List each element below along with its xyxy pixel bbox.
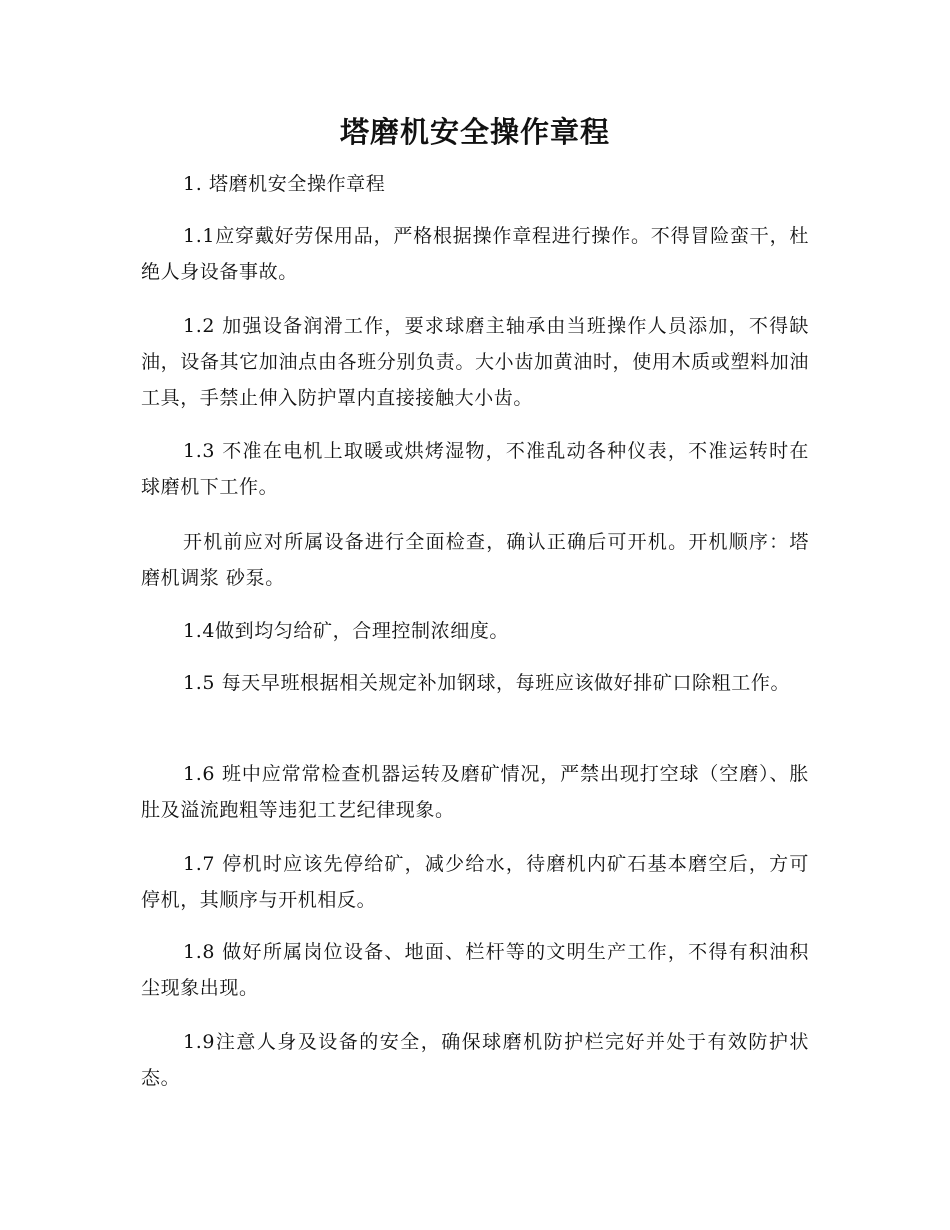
paragraph-1-3: 1.3 不准在电机上取暖或烘烤湿物，不准乱动各种仪表，不准运转时在球磨机下工作。 [141,440,809,498]
paragraph-1-5: 1.5 每天早班根据相关规定补加钢球，每班应该做好排矿口除粗工作。 [183,672,791,694]
paragraph-1-8: 1.8 做好所属岗位设备、地面、栏杆等的文明生产工作，不得有积油积尘现象出现。 [141,941,809,999]
paragraph-1-7: 1.7 停机时应该先停给矿，减少给水，待磨机内矿石基本磨空后，方可停机，其顺序与开机相反。 [141,853,809,911]
paragraph-1-2: 1.2 加强设备润滑工作，要求球磨主轴承由当班操作人员添加，不得缺油，设备其它加油点由各班分别负责。大小齿加黄油时，使用木质或塑料加油工具，手禁止伸入防护罩内直接接触大小齿。 [141,315,809,409]
document-title: 塔磨机安全操作章程 [339,115,610,149]
paragraph-1-6: 1.6 班中应常常检查机器运转及磨矿情况，严禁出现打空球（空磨）、胀肚及溢流跑粗等违犯工艺纪律现象。 [141,763,809,821]
paragraph-1-1: 1.1应穿戴好劳保用品，严格根据操作章程进行操作。不得冒险蛮干，杜绝人身设备事故。 [141,225,809,283]
paragraph-1-4: 1.4做到均匀给矿，合理控制浓细度。 [183,620,510,642]
paragraph-startup-order: 开机前应对所属设备进行全面检查，确认正确后可开机。开机顺序：塔磨机调浆 砂泵。 [141,531,809,589]
paragraph-heading-1: 1. 塔磨机安全操作章程 [183,173,386,195]
paragraph-1-9: 1.9注意人身及设备的安全，确保球磨机防护栏完好并处于有效防护状态。 [141,1031,809,1089]
